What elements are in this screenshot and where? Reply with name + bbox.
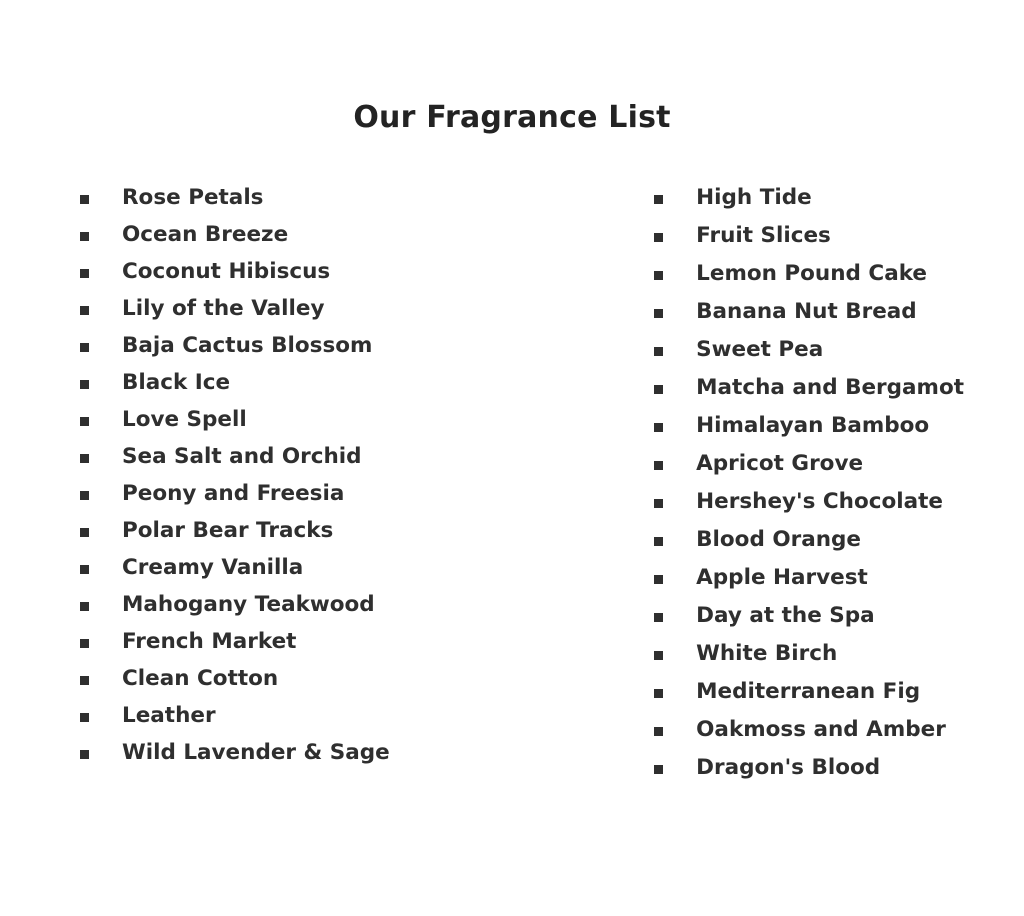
list-item xyxy=(80,594,502,616)
square-bullet-icon xyxy=(654,575,663,584)
list-item-label: Hershey's Chocolate xyxy=(696,489,944,514)
square-bullet-icon xyxy=(80,195,89,204)
list-item-label: Love Spell xyxy=(122,407,247,432)
list-item xyxy=(654,529,964,551)
square-bullet-icon xyxy=(80,269,89,278)
list-item-label: Black Ice xyxy=(122,370,231,395)
square-bullet-icon xyxy=(80,454,89,463)
list-item-label: Mahogany Teakwood xyxy=(122,592,375,617)
list-item xyxy=(654,567,964,589)
square-bullet-icon xyxy=(654,765,663,774)
list-item-label: Sea Salt and Orchid xyxy=(122,444,362,469)
list-item-label: Fruit Slices xyxy=(696,223,831,248)
list-item-label: Rose Petals xyxy=(122,185,264,210)
square-bullet-icon xyxy=(80,639,89,648)
square-bullet-icon xyxy=(654,461,663,470)
list-item xyxy=(654,225,964,247)
square-bullet-icon xyxy=(654,347,663,356)
fragrance-columns xyxy=(0,187,1024,795)
square-bullet-icon xyxy=(80,528,89,537)
square-bullet-icon xyxy=(80,232,89,241)
list-item xyxy=(80,261,502,283)
list-item xyxy=(654,681,964,703)
list-item-label: Himalayan Bamboo xyxy=(696,413,930,438)
list-item-label: Lemon Pound Cake xyxy=(696,261,928,286)
fragrance-column-right xyxy=(502,187,964,795)
list-item xyxy=(80,557,502,579)
list-item xyxy=(654,263,964,285)
square-bullet-icon xyxy=(654,271,663,280)
list-item xyxy=(80,372,502,394)
list-item xyxy=(654,719,964,741)
list-item-label: Apricot Grove xyxy=(696,451,864,476)
list-item xyxy=(654,491,964,513)
square-bullet-icon xyxy=(80,417,89,426)
list-item-label: French Market xyxy=(122,629,297,654)
list-item-label: Blood Orange xyxy=(696,527,861,552)
list-item xyxy=(80,224,502,246)
square-bullet-icon xyxy=(654,423,663,432)
list-item xyxy=(654,187,964,209)
list-item-label: Polar Bear Tracks xyxy=(122,518,334,543)
list-item-label: Sweet Pea xyxy=(696,337,824,362)
list-item-label: Baja Cactus Blossom xyxy=(122,333,373,358)
list-item-label: Matcha and Bergamot xyxy=(696,375,964,400)
list-item xyxy=(80,187,502,209)
list-item-label: Lily of the Valley xyxy=(122,296,325,321)
list-item-label: Dragon's Blood xyxy=(696,755,881,780)
list-item-label: Peony and Freesia xyxy=(122,481,345,506)
list-item xyxy=(654,415,964,437)
list-item xyxy=(654,301,964,323)
list-item-label: White Birch xyxy=(696,641,838,666)
square-bullet-icon xyxy=(654,385,663,394)
list-item-label: Day at the Spa xyxy=(696,603,875,628)
list-item xyxy=(80,446,502,468)
page-title: Our Fragrance List xyxy=(353,100,671,135)
list-item xyxy=(654,757,964,779)
square-bullet-icon xyxy=(80,491,89,500)
list-item xyxy=(654,453,964,475)
list-item-label: Apple Harvest xyxy=(696,565,868,590)
fragrance-list-right xyxy=(654,187,964,779)
square-bullet-icon xyxy=(80,602,89,611)
square-bullet-icon xyxy=(654,651,663,660)
fragrance-column-left xyxy=(60,187,502,795)
list-item xyxy=(654,605,964,627)
square-bullet-icon xyxy=(80,306,89,315)
list-item-label: High Tide xyxy=(696,185,812,210)
list-item-label: Leather xyxy=(122,703,216,728)
list-item xyxy=(654,339,964,361)
square-bullet-icon xyxy=(654,613,663,622)
list-item-label: Ocean Breeze xyxy=(122,222,289,247)
square-bullet-icon xyxy=(654,233,663,242)
square-bullet-icon xyxy=(80,750,89,759)
list-item xyxy=(80,335,502,357)
square-bullet-icon xyxy=(80,343,89,352)
list-item-label: Mediterranean Fig xyxy=(696,679,921,704)
list-item xyxy=(80,409,502,431)
list-item-label: Oakmoss and Amber xyxy=(696,717,946,742)
list-item xyxy=(654,643,964,665)
square-bullet-icon xyxy=(654,537,663,546)
square-bullet-icon xyxy=(654,727,663,736)
square-bullet-icon xyxy=(654,689,663,698)
list-item xyxy=(80,298,502,320)
list-item xyxy=(80,520,502,542)
square-bullet-icon xyxy=(80,713,89,722)
list-item-label: Creamy Vanilla xyxy=(122,555,304,580)
square-bullet-icon xyxy=(80,380,89,389)
square-bullet-icon xyxy=(80,676,89,685)
list-item xyxy=(80,742,502,764)
list-item-label: Banana Nut Bread xyxy=(696,299,917,324)
list-item-label: Coconut Hibiscus xyxy=(122,259,331,284)
list-item xyxy=(80,631,502,653)
list-item-label: Clean Cotton xyxy=(122,666,279,691)
square-bullet-icon xyxy=(654,195,663,204)
list-item xyxy=(80,483,502,505)
square-bullet-icon xyxy=(654,309,663,318)
fragrance-list-left xyxy=(80,187,502,764)
square-bullet-icon xyxy=(80,565,89,574)
list-item xyxy=(654,377,964,399)
square-bullet-icon xyxy=(654,499,663,508)
list-item xyxy=(80,668,502,690)
list-item xyxy=(80,705,502,727)
list-item-label: Wild Lavender & Sage xyxy=(122,740,390,765)
